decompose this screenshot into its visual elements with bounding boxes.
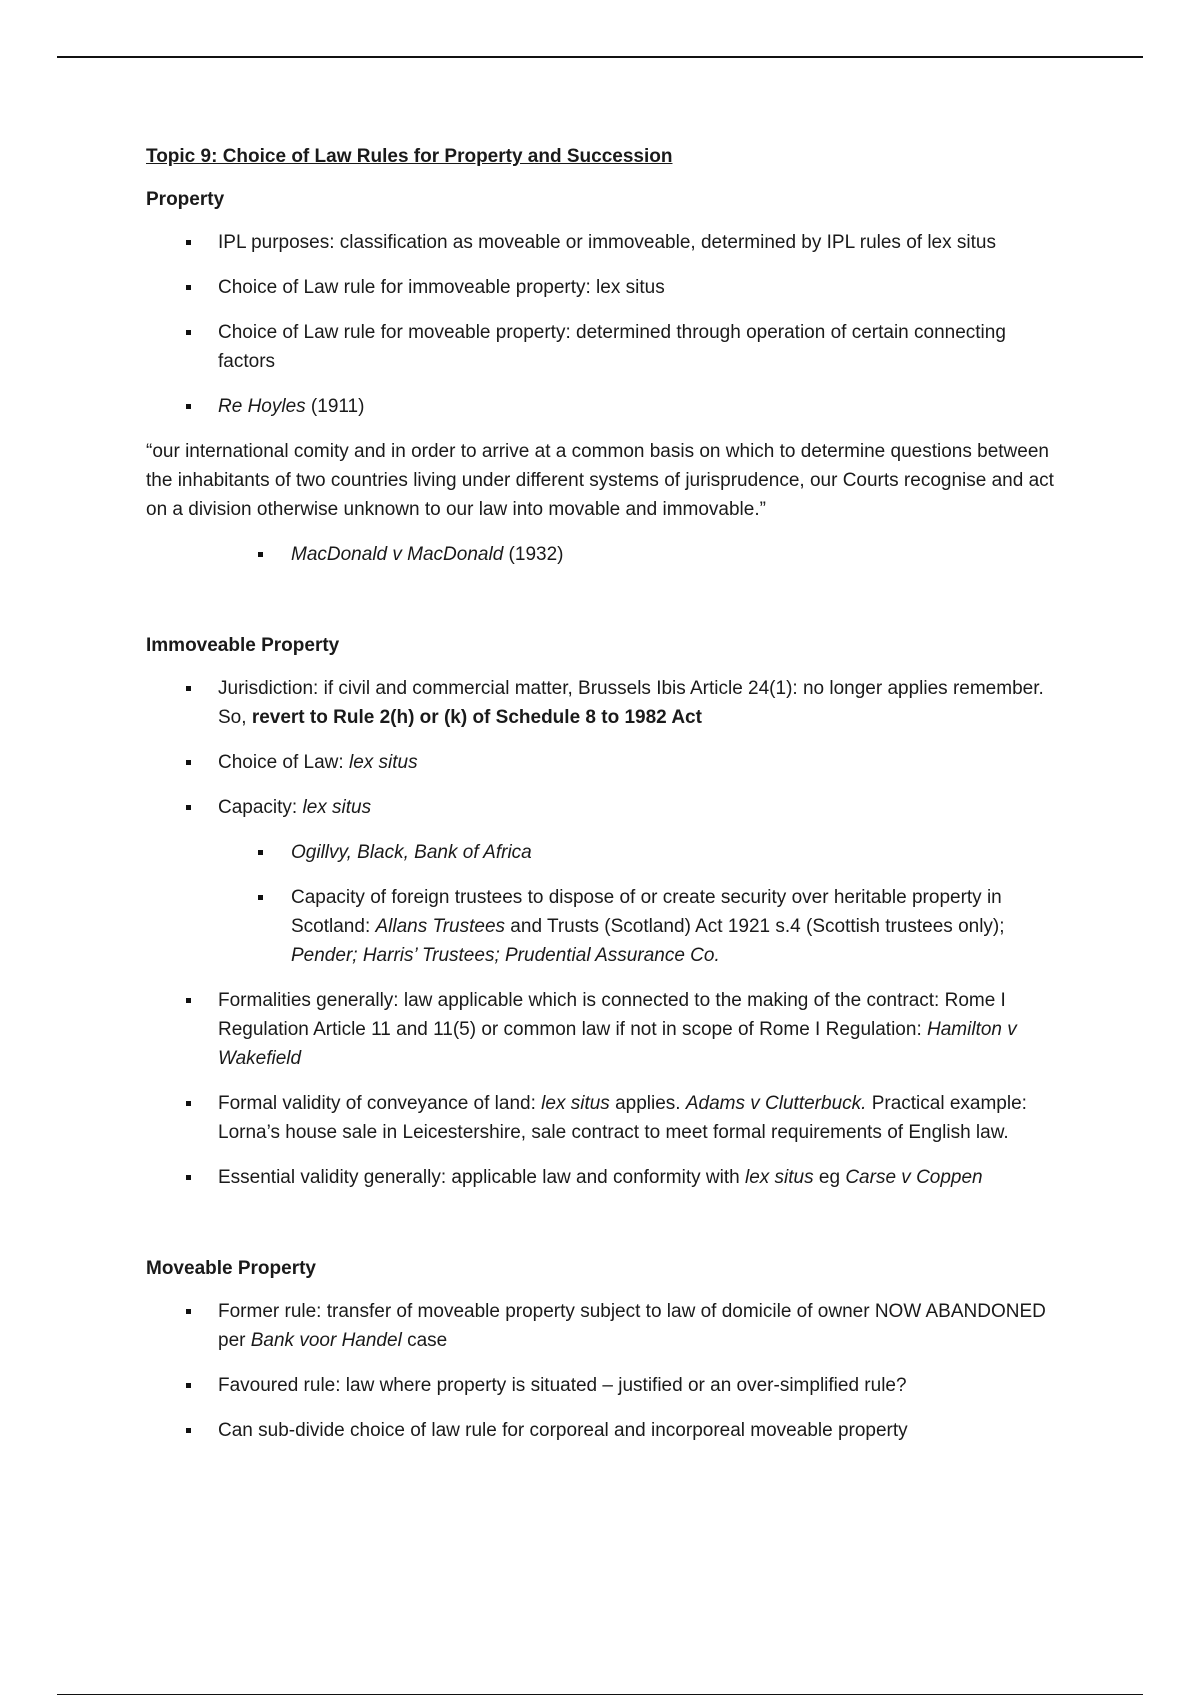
page-title: Topic 9: Choice of Law Rules for Property and Succession: [146, 146, 673, 167]
bullet-icon: [186, 404, 191, 409]
bullet-icon: [258, 552, 263, 557]
list-item: Choice of Law: lex situs: [146, 748, 1066, 777]
bullet-icon: [186, 1428, 191, 1433]
bullet-icon: [186, 805, 191, 810]
bullet-icon: [186, 1101, 191, 1106]
bullet-icon: [186, 998, 191, 1003]
bullet-icon: [258, 895, 263, 900]
list-item: Capacity of foreign trustees to dispose of or create security over heritable property in Scotland: Allans Trustees and Trusts (Scotland) Act 1921 s.4 (Scottish trustees only); Pender; Harris’ Trustees; Prudential Assurance Co.: [146, 883, 1066, 970]
quotation: “our international comity and in order to arrive at a common basis on which to determine questions between the inhabitants of two countries living under different systems of jurisprudence, our Courts recognise and act on a division otherwise unknown to our law into movable and immovable.”: [146, 441, 1054, 520]
list-item: Re Hoyles (1911): [146, 392, 1066, 421]
case-name: MacDonald v MacDonald: [291, 544, 504, 565]
section-heading-moveable: Moveable Property: [146, 1258, 316, 1279]
list-item: Essential validity generally: applicable law and conformity with lex situs eg Carse v Coppen: [146, 1163, 1066, 1192]
list-item: Favoured rule: law where property is situated – justified or an over-simplified rule?: [146, 1371, 1066, 1400]
immoveable-list: [146, 674, 1066, 1192]
section-heading-immoveable: Immoveable Property: [146, 635, 340, 656]
bullet-icon: [186, 1383, 191, 1388]
list-item: Formalities generally: law applicable which is connected to the making of the contract: Rome I Regulation Article 11 and 11(5) or common law if not in scope of Rome I Regulation: Hamilton v Wakefield: [146, 986, 1066, 1073]
bullet-icon: [186, 760, 191, 765]
top-rule: [57, 56, 1143, 58]
list-item: Formal validity of conveyance of land: lex situs applies. Adams v Clutterbuck. Practical example: Lorna’s house sale in Leicestershire, sale contract to meet formal requirements of English law.: [146, 1089, 1066, 1147]
property-list: [146, 228, 1066, 421]
bullet-icon: [258, 850, 263, 855]
bullet-icon: [186, 330, 191, 335]
list-item: Choice of Law rule for immoveable property: lex situs: [146, 273, 1066, 302]
bullet-icon: [186, 1309, 191, 1314]
list-item: IPL purposes: classification as moveable or immoveable, determined by IPL rules of lex situs: [146, 228, 1066, 257]
bottom-rule: [57, 1694, 1143, 1695]
document-page: [146, 142, 1066, 1461]
list-item: Ogillvy, Black, Bank of Africa: [146, 838, 1066, 867]
case-name: Re Hoyles: [218, 396, 306, 417]
section-heading-property: Property: [146, 189, 225, 210]
list-item: Capacity: lex situs: [146, 793, 1066, 822]
bullet-icon: [186, 686, 191, 691]
property-sublist: [146, 540, 1066, 569]
moveable-list: [146, 1297, 1066, 1445]
list-item: Choice of Law rule for moveable property: determined through operation of certain connecting factors: [146, 318, 1066, 376]
bullet-icon: [186, 240, 191, 245]
bullet-icon: [186, 285, 191, 290]
list-item: Former rule: transfer of moveable property subject to law of domicile of owner NOW ABANDONED per Bank voor Handel case: [146, 1297, 1066, 1355]
list-item: Jurisdiction: if civil and commercial matter, Brussels Ibis Article 24(1): no longer applies remember. So, revert to Rule 2(h) or (k) of Schedule 8 to 1982 Act: [146, 674, 1066, 732]
bullet-icon: [186, 1175, 191, 1180]
list-item: Can sub-divide choice of law rule for corporeal and incorporeal moveable property: [146, 1416, 1066, 1445]
list-item: MacDonald v MacDonald (1932): [146, 540, 1066, 569]
